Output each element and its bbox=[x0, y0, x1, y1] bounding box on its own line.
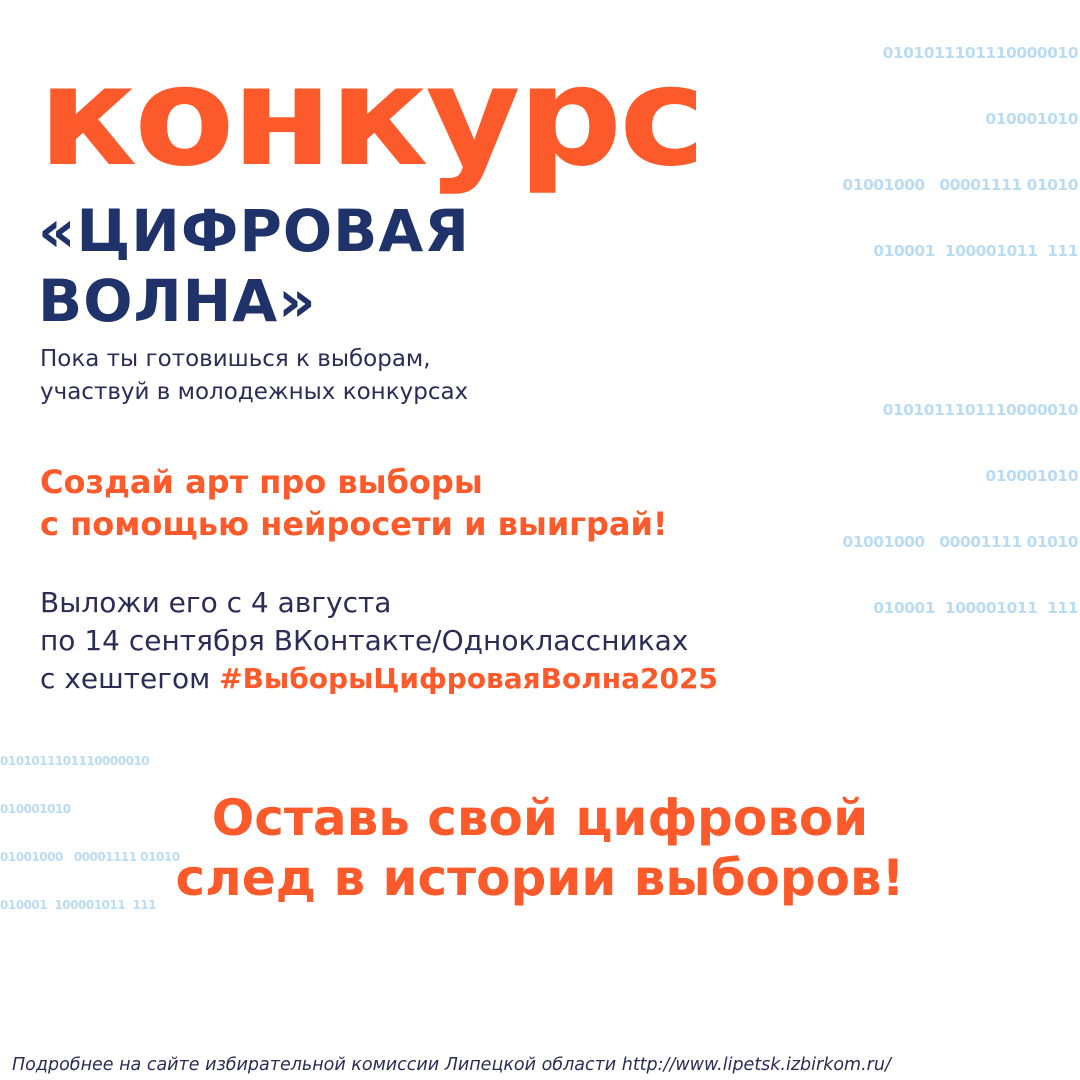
contest-name-line: ВОЛНА» bbox=[38, 267, 317, 335]
binary-line: 0101011101110000010 bbox=[0, 754, 150, 768]
binary-line: 010001010 bbox=[0, 802, 71, 816]
details-line-hashtag bbox=[40, 660, 718, 698]
details-line: Выложи его с 4 августа bbox=[40, 586, 392, 619]
cta-line: с помощью нейросети и выиграй! bbox=[40, 505, 668, 543]
cta-line: Создай арт про выборы bbox=[40, 463, 483, 501]
slogan-line: след в истории выборов! bbox=[175, 849, 905, 907]
binary-pattern-top bbox=[842, 0, 1078, 284]
binary-line: 010001 100001011 111 bbox=[873, 242, 1078, 260]
details-prefix: с хештегом bbox=[40, 662, 220, 695]
binary-line: 0101011101110000010 bbox=[882, 44, 1078, 62]
hashtag: #ВыборыЦифроваяВолна2025 bbox=[219, 662, 718, 695]
binary-line: 010001010 bbox=[985, 467, 1078, 485]
intro-line: участвуй в молодежных конкурсах bbox=[40, 379, 469, 405]
intro-text bbox=[40, 343, 468, 409]
binary-line: 01001000 00001111 01010 bbox=[0, 850, 180, 864]
details-line: по 14 сентября ВКонтакте/Одноклассниках bbox=[40, 624, 689, 657]
slogan-line: Оставь свой цифровой bbox=[211, 789, 869, 847]
slogan bbox=[0, 788, 1080, 908]
footer-website-note: Подробнее на сайте избирательной комиссии Липецкой области http://www.lipetsk.izbirkom.ru/ bbox=[12, 1055, 891, 1075]
contest-details bbox=[40, 584, 718, 698]
call-to-action bbox=[40, 461, 668, 545]
binary-pattern-middle bbox=[842, 355, 1078, 641]
binary-line: 01001000 00001111 01010 bbox=[842, 176, 1078, 194]
binary-line: 010001 100001011 111 bbox=[873, 599, 1078, 617]
contest-title: конкурс bbox=[38, 36, 703, 197]
binary-line: 0101011101110000010 bbox=[882, 401, 1078, 419]
contest-name bbox=[38, 196, 470, 336]
binary-line: 010001010 bbox=[985, 110, 1078, 128]
binary-line: 01001000 00001111 01010 bbox=[842, 533, 1078, 551]
binary-line: 010001 100001011 111 bbox=[0, 898, 157, 912]
intro-line: Пока ты готовишься к выборам, bbox=[40, 346, 431, 372]
contest-name-line: «ЦИФРОВАЯ bbox=[38, 197, 470, 265]
